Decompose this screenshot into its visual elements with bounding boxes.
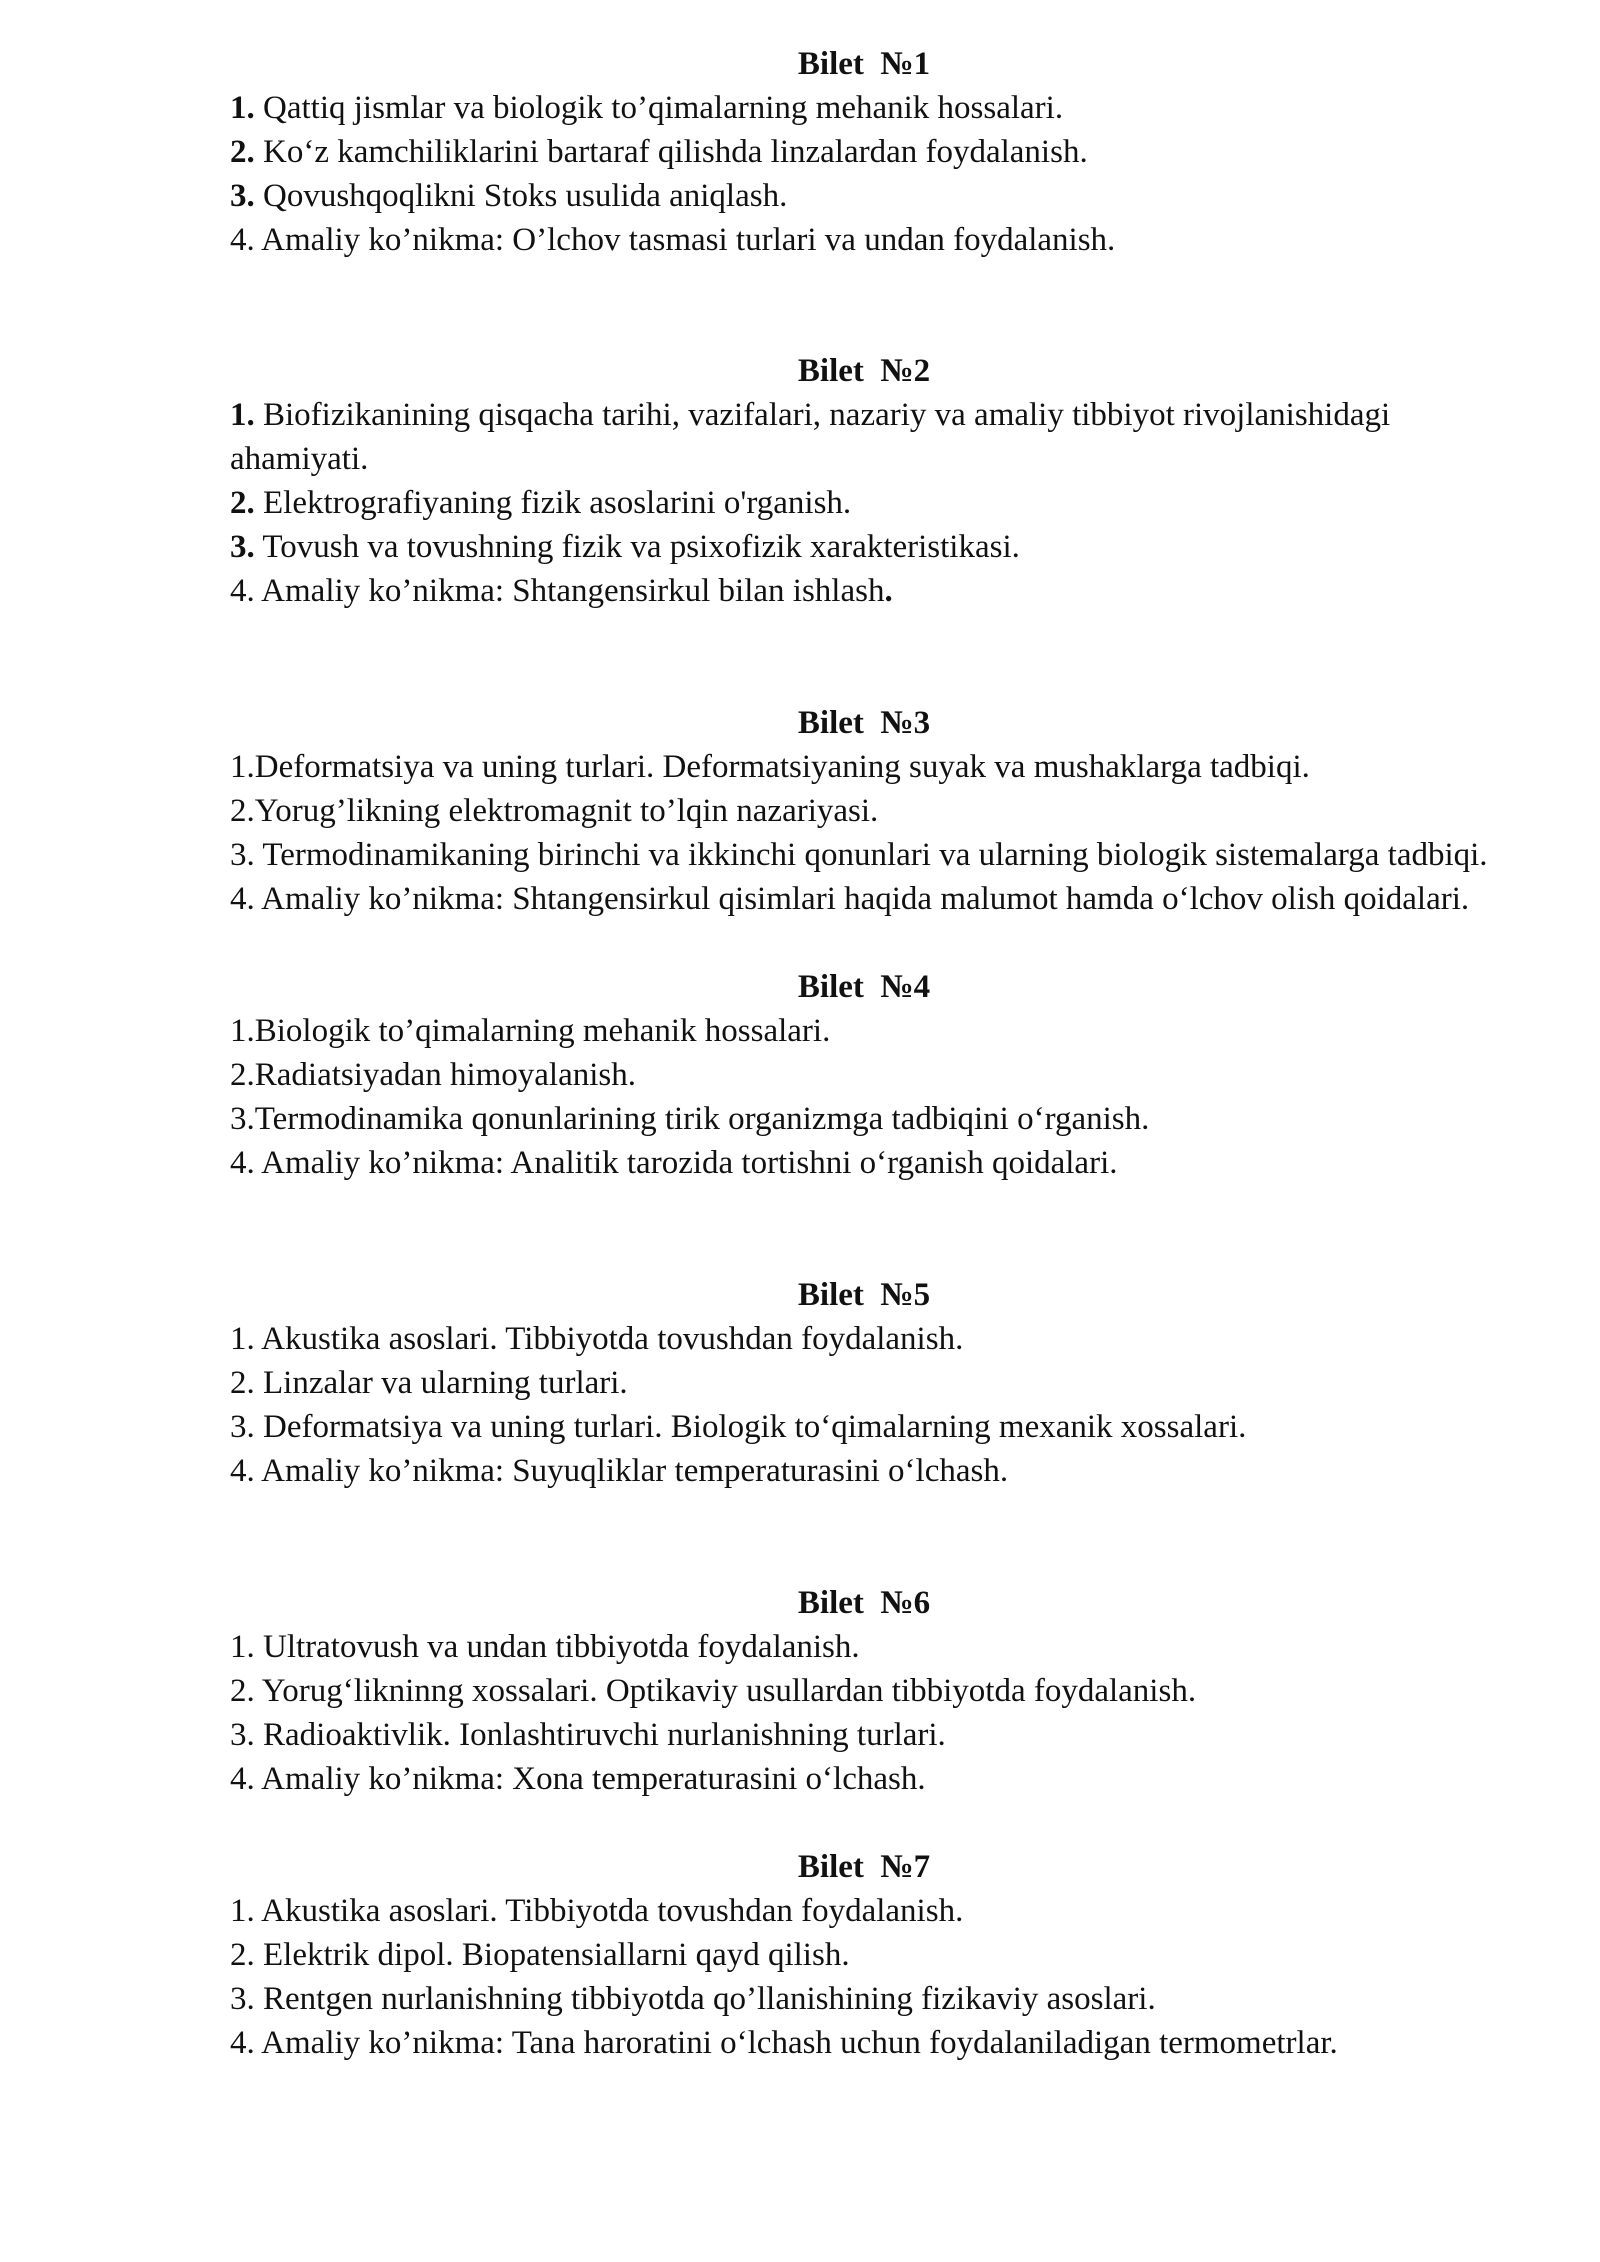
question-text: Ko‘z kamchiliklarini bartaraf qilishda linzalardan foydalanish.: [254, 134, 1088, 170]
question-item: [230, 2021, 1498, 2065]
question-number: 4.: [230, 2025, 255, 2061]
question-number: 4.: [230, 881, 255, 917]
question-item: [230, 1009, 1498, 1053]
question-item: [230, 1405, 1498, 1449]
question-text: Qattiq jismlar va biologik to’qimalarning mehanik hossalari.: [254, 90, 1064, 126]
question-end-period: .: [884, 573, 893, 609]
question-item: [230, 1933, 1498, 1977]
question-item: [230, 1889, 1498, 1933]
ticket-4: [230, 965, 1498, 1185]
question-number: 2.: [230, 134, 255, 170]
question-text: Amaliy ko’nikma: O’lchov tasmasi turlari va undan foydalanish.: [254, 222, 1116, 258]
question-number: 2.: [230, 1057, 255, 1093]
question-number: 3.: [230, 1409, 255, 1445]
question-number: 3.: [230, 529, 255, 565]
question-number: 2.: [230, 1365, 255, 1401]
ticket-title: Bilet №3: [797, 705, 931, 741]
question-item: [230, 1141, 1498, 1185]
question-text: Yorug‘likninng xossalari. Optikaviy usullardan tibbiyotda foydalanish.: [254, 1673, 1197, 1709]
document-page: [230, 42, 1498, 2065]
question-item: [230, 833, 1498, 877]
question-item: [230, 1053, 1498, 1097]
question-text: Akustika asoslari. Tibbiyotda tovushdan foydalanish.: [254, 1321, 964, 1357]
question-item: [230, 1757, 1498, 1801]
question-text: Termodinamikaning birinchi va ikkinchi qonunlari va ularning biologik sistemalarga tadbiqi.: [254, 837, 1488, 873]
question-text: Deformatsiya va uning turlari. Biologik to‘qimalarning mexanik xossalari.: [254, 1409, 1247, 1445]
question-item: [230, 569, 1498, 613]
question-item: [230, 218, 1498, 262]
ticket-title: Bilet №6: [797, 1585, 931, 1621]
question-number: 3.: [230, 1101, 255, 1137]
ticket-title: Bilet №7: [797, 1849, 931, 1885]
question-item: [230, 1449, 1498, 1493]
question-item: [230, 130, 1498, 174]
question-number: 1.: [230, 1629, 255, 1665]
ticket-1: [230, 42, 1498, 262]
ticket-6: [230, 1581, 1498, 1801]
ticket-7: [230, 1845, 1498, 2065]
question-text: Amaliy ko’nikma: Shtangensirkul bilan ishlash: [254, 573, 885, 609]
question-text: Amaliy ko’nikma: Shtangensirkul qisimlari haqida malumot hamda o‘lchov olish qoidalari.: [254, 881, 1470, 917]
question-text: Amaliy ko’nikma: Analitik tarozida tortishni o‘rganish qoidalari.: [254, 1145, 1118, 1181]
question-text: Radioaktivlik. Ionlashtiruvchi nurlanishning turlari.: [254, 1717, 946, 1753]
question-number: 3.: [230, 1981, 255, 2017]
question-number: 3.: [230, 837, 255, 873]
ticket-3: [230, 701, 1498, 921]
ticket-2: [230, 349, 1498, 613]
question-number: 2.: [230, 485, 255, 521]
ticket-title: Bilet №5: [797, 1277, 931, 1313]
question-item: [230, 1625, 1498, 1669]
question-number: 1.: [230, 1013, 255, 1049]
question-item: [230, 1361, 1498, 1405]
question-number: 2.: [230, 1937, 255, 1973]
question-number: 2.: [230, 793, 255, 829]
question-text: Amaliy ko’nikma: Xona temperaturasini o‘lchash.: [254, 1761, 926, 1797]
question-text: Tovush va tovushning fizik va psixofizik xarakteristikasi.: [254, 529, 1020, 565]
question-number: 4.: [230, 1145, 255, 1181]
question-text: Radiatsiyadan himoyalanish.: [254, 1057, 637, 1093]
question-number: 2.: [230, 1673, 255, 1709]
question-number: 1.: [230, 397, 255, 433]
question-text: Ultratovush va undan tibbiyotda foydalanish.: [254, 1629, 860, 1665]
question-text: Termodinamika qonunlarining tirik organizmga tadbiqini o‘rganish.: [254, 1101, 1150, 1137]
question-number: 1.: [230, 749, 255, 785]
question-item: [230, 789, 1498, 833]
question-text: Rentgen nurlanishning tibbiyotda qo’llanishining fizikaviy asoslari.: [254, 1981, 1156, 2017]
question-text: Elektrik dipol. Biopatensiallarni qayd qilish.: [254, 1937, 850, 1973]
question-item: [230, 745, 1498, 789]
ticket-title: Bilet №4: [797, 969, 931, 1005]
question-item: [230, 393, 1498, 481]
ticket-title: Bilet №1: [797, 46, 931, 82]
question-text: Biologik to’qimalarning mehanik hossalari.: [254, 1013, 831, 1049]
question-item: [230, 525, 1498, 569]
question-number: 4.: [230, 1453, 255, 1489]
question-text: Elektrografiyaning fizik asoslarini o'rganish.: [254, 485, 852, 521]
question-item: [230, 877, 1498, 921]
question-number: 1.: [230, 90, 255, 126]
question-item: [230, 86, 1498, 130]
question-text: Linzalar va ularning turlari.: [254, 1365, 628, 1401]
question-item: [230, 174, 1498, 218]
question-number: 3.: [230, 178, 255, 214]
ticket-title: Bilet №2: [797, 353, 931, 389]
question-number: 3.: [230, 1717, 255, 1753]
question-text: Biofizikanining qisqacha tarihi, vazifalari, nazariy va amaliy tibbiyot rivojlanishidagi ahamiyati.: [230, 397, 1391, 477]
question-text: Deformatsiya va uning turlari. Deformatsiyaning suyak va mushaklarga tadbiqi.: [254, 749, 1310, 785]
question-text: Amaliy ko’nikma: Tana haroratini o‘lchash uchun foydalaniladigan termometrlar.: [254, 2025, 1338, 2061]
question-number: 4.: [230, 1761, 255, 1797]
question-item: [230, 481, 1498, 525]
question-item: [230, 1713, 1498, 1757]
question-text: Amaliy ko’nikma: Suyuqliklar temperaturasini o‘lchash.: [254, 1453, 1009, 1489]
question-text: Qovushqoqlikni Stoks usulida aniqlash.: [254, 178, 788, 214]
question-item: [230, 1977, 1498, 2021]
question-item: [230, 1097, 1498, 1141]
question-number: 1.: [230, 1321, 255, 1357]
ticket-5: [230, 1273, 1498, 1493]
question-item: [230, 1669, 1498, 1713]
question-number: 1.: [230, 1893, 255, 1929]
question-text: Akustika asoslari. Tibbiyotda tovushdan foydalanish.: [254, 1893, 964, 1929]
question-text: Yorug’likning elektromagnit to’lqin nazariyasi.: [254, 793, 879, 829]
question-item: [230, 1317, 1498, 1361]
question-number: 4.: [230, 222, 255, 258]
question-number: 4.: [230, 573, 255, 609]
